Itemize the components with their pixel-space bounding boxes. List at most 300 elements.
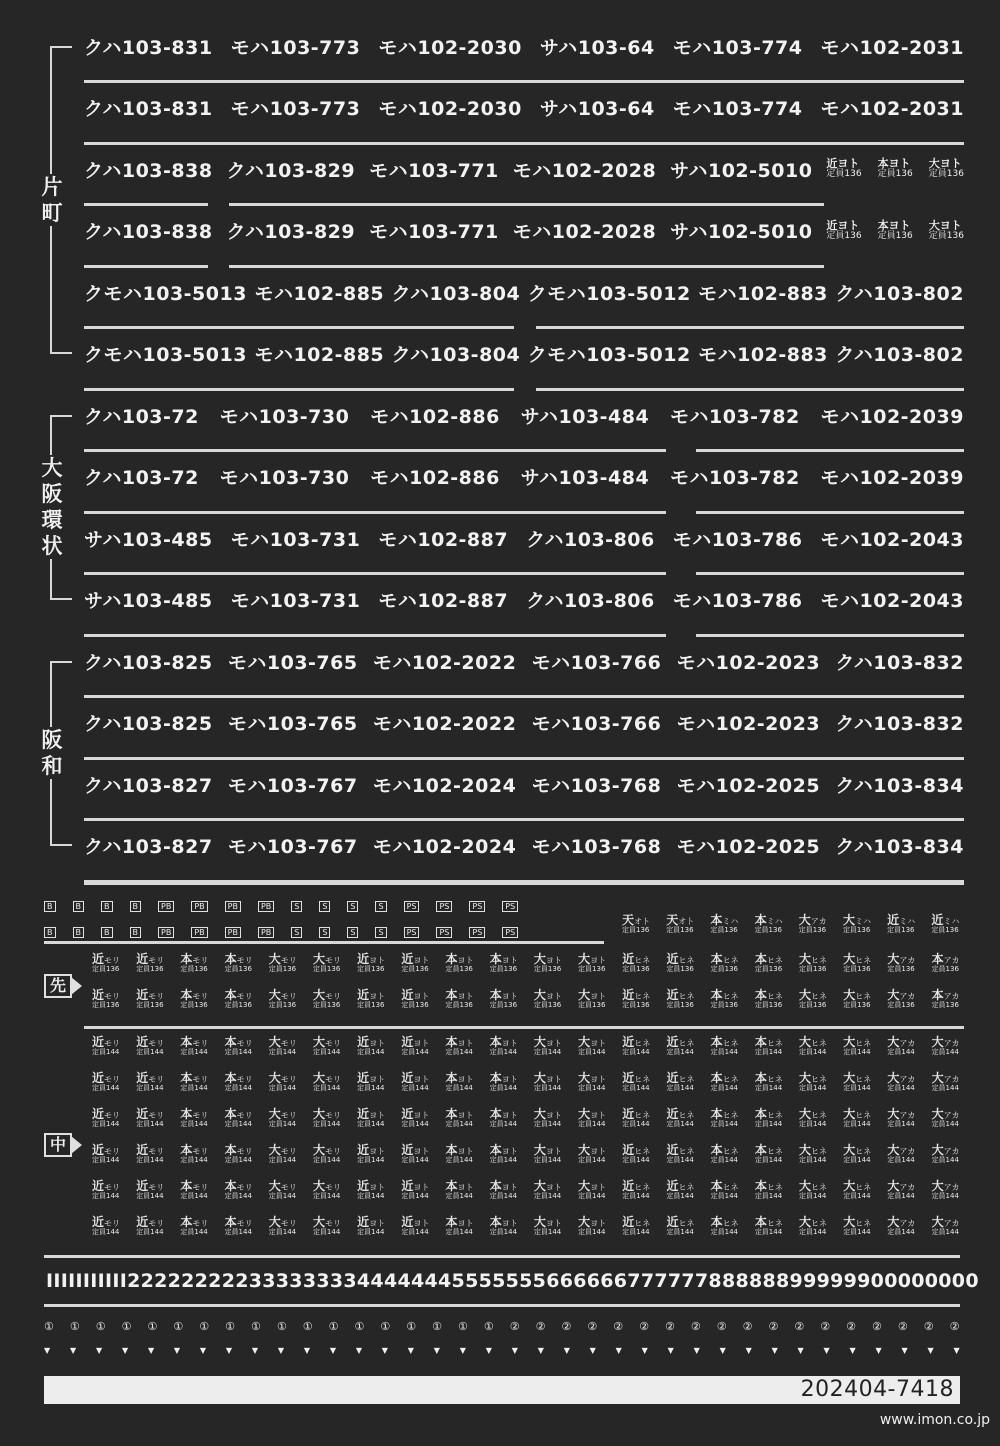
depot-stamp: 大ヨト 定員144 [533, 1215, 562, 1236]
depot-stamp: 近ヨト 定員144 [401, 1071, 430, 1092]
door-marker: PB [225, 901, 241, 912]
triangle-mark: ▼ [95, 1346, 103, 1355]
circled-number: ② [923, 1320, 934, 1333]
depot-stamp: 天オト 定員136 [666, 913, 695, 934]
door-marker: PS [502, 927, 518, 938]
circled-number: ② [949, 1320, 960, 1333]
number-row [84, 461, 964, 523]
depot-stamp: 本ヒネ 定員144 [710, 1035, 739, 1056]
triangle-mark: ▼ [641, 1346, 648, 1355]
door-marker: PB [258, 901, 274, 912]
depot-stamp: 近モリ 定員136 [136, 952, 165, 973]
car-number: モハ102-885 [254, 282, 385, 305]
depot-stamp: 大モリ 定員136 [312, 988, 341, 1009]
depot-stamp: 大モリ 定員144 [268, 1035, 297, 1056]
depot-stamp: 近ヒネ 定員144 [666, 1071, 695, 1092]
door-marker: PS [404, 901, 420, 912]
triangle-mark: ▼ [433, 1346, 440, 1355]
depot-stamp: 近ヒネ 定員144 [622, 1179, 651, 1200]
depot-stamp: 本ヨト 定員136 [445, 952, 474, 973]
mini-stamp-top: 大ヨト [928, 218, 962, 232]
depot-stamp: 近ヨト 定員144 [357, 1215, 386, 1236]
depot-stamp: 本ミハ 定員136 [710, 913, 739, 934]
door-marker: PB [225, 927, 241, 938]
row-divider [84, 142, 964, 145]
door-marker: B [101, 901, 113, 912]
depot-stamp: 大モリ 定員144 [268, 1107, 297, 1128]
car-number: クハ103-829 [226, 221, 356, 243]
door-marker: B [44, 927, 56, 938]
car-number: モハ103-767 [227, 836, 358, 858]
depot-stamp: 大モリ 定員144 [268, 1071, 297, 1092]
mini-stamp-line: 定員136 [826, 230, 862, 241]
depot-stamp: 大モリ 定員144 [268, 1179, 297, 1200]
mini-stamp-top: 本ヨト [877, 218, 911, 232]
depot-stamp: 天オト 定員136 [622, 913, 651, 934]
car-number: モハ103-730 [219, 467, 350, 489]
door-marker: PB [258, 927, 274, 938]
circled-number: ② [639, 1320, 649, 1333]
depot-stamp: 大ミハ 定員136 [842, 913, 871, 934]
circled-number: ② [690, 1320, 701, 1333]
depot-stamp: 近モリ 定員144 [92, 1071, 121, 1092]
depot-stamp: 本モリ 定員144 [180, 1107, 209, 1128]
circled-number: ① [95, 1320, 106, 1333]
depot-stamp: 近ヒネ 定員144 [666, 1035, 695, 1056]
triangle-mark: ▼ [277, 1346, 285, 1355]
depot-stamp: 近ヒネ 定員144 [666, 1215, 695, 1236]
depot-stamp: 近ヨト 定員144 [401, 1215, 430, 1236]
depot-stamp: 大モリ 定員136 [312, 952, 341, 973]
car-number: サハ103-64 [539, 98, 655, 120]
depot-stamp: 近ヒネ 定員144 [622, 1071, 651, 1092]
depot-stamp: 近ヨト 定員144 [357, 1179, 386, 1200]
group-label: 大 阪 環 状 [38, 455, 66, 559]
depot-stamp: 本ヒネ 定員144 [754, 1215, 783, 1236]
circled-number: ① [225, 1320, 235, 1333]
mini-stamp-top: 近ヨト [826, 157, 860, 170]
door-marker: S [375, 927, 386, 938]
car-number: サハ103-485 [84, 528, 213, 551]
car-number: モハ103-731 [230, 528, 361, 551]
depot-stamp: 本ヨト 定員144 [489, 1071, 518, 1092]
depot-stamp: 近モリ 定員144 [92, 1143, 121, 1164]
triangle-mark: ▼ [849, 1346, 856, 1355]
row-divider [84, 388, 514, 391]
row-divider [536, 388, 964, 391]
circled-number: ① [328, 1320, 339, 1333]
car-number: サハ103-485 [84, 590, 213, 612]
divider-line [44, 1304, 960, 1307]
depot-stamp: 本ヒネ 定員144 [710, 1107, 739, 1128]
depot-stamp: 大ヨト 定員144 [578, 1179, 607, 1200]
row-divider [696, 449, 964, 452]
depot-stamp: 本ミハ 定員136 [754, 913, 783, 934]
car-number: クハ103-838 [84, 159, 213, 182]
triangle-mark: ▼ [797, 1346, 804, 1355]
triangle-mark: ▼ [823, 1346, 830, 1355]
row-divider [229, 203, 824, 206]
car-number: クハ103-72 [84, 467, 199, 489]
mini-stamp-top: 大ヨト [928, 157, 962, 170]
depot-stamp: 近ミハ 定員136 [931, 913, 960, 934]
car-number: クハ103-72 [84, 405, 199, 428]
door-marker: PB [158, 901, 174, 912]
car-number: サハ102-5010 [670, 221, 813, 243]
car-number: クハ103-834 [835, 774, 964, 797]
car-number: クハ103-825 [84, 713, 213, 735]
car-number: クハ103-802 [835, 344, 964, 366]
car-number: モハ102-886 [370, 467, 500, 489]
circled-number: ② [846, 1320, 856, 1333]
depot-stamp: 大アカ 定員144 [887, 1215, 916, 1236]
depot-stamp: 大ヒネ 定員144 [843, 1071, 872, 1092]
triangle-mark: ▼ [953, 1346, 960, 1355]
mini-stamp [929, 159, 964, 179]
depot-stamp: 本ヒネ 定員136 [754, 988, 783, 1009]
depot-stamp: 近ヒネ 定員144 [666, 1179, 695, 1200]
triangle-mark: ▼ [667, 1346, 674, 1355]
row-divider [84, 203, 208, 206]
circled-number: ① [380, 1320, 391, 1333]
car-number: クハ103-825 [84, 651, 213, 674]
depot-stamp: 大ヨト 定員136 [533, 988, 562, 1009]
depot-stamp: 近モリ 定員144 [92, 1035, 121, 1056]
depot-stamp: 近ヒネ 定員136 [666, 952, 695, 973]
car-number: クハ103-829 [226, 159, 356, 182]
depot-stamp: 大モリ 定員144 [312, 1107, 341, 1128]
depot-stamp: 大ヨト 定員144 [533, 1071, 562, 1092]
depot-stamp: 本ヨト 定員136 [489, 952, 518, 973]
depot-stamp: 近ヨト 定員144 [357, 1035, 386, 1056]
car-number: モハ102-883 [698, 282, 828, 305]
car-number: モハ102-2025 [676, 774, 821, 797]
depot-stamp: 大モリ 定員144 [268, 1215, 297, 1236]
door-marker: PS [469, 901, 485, 912]
depot-stamp: 本ヨト 定員144 [445, 1215, 474, 1236]
car-number: モハ103-767 [227, 774, 358, 797]
mini-stamp [826, 159, 861, 179]
mini-stamp-line: 定員136 [928, 230, 964, 241]
car-number: サハ102-5010 [670, 159, 813, 182]
depot-stamp: 大ヨト 定員144 [578, 1143, 607, 1164]
depot-stamp: 本ヨト 定員136 [445, 988, 474, 1009]
mini-stamp [826, 218, 862, 241]
row-divider [84, 572, 666, 575]
depot-stamp: 近モリ 定員144 [92, 1179, 121, 1200]
mini-stamp-set [826, 159, 964, 179]
depot-stamp: 本ヨト 定員144 [445, 1143, 474, 1164]
door-marker: PS [502, 901, 518, 912]
depot-stamp: 近ヒネ 定員144 [622, 1107, 651, 1128]
triangle-mark: ▼ [69, 1346, 77, 1355]
depot-stamp: 本ヨト 定員144 [489, 1143, 518, 1164]
triangle-mark: ▼ [563, 1346, 570, 1355]
car-number: モハ103-766 [531, 713, 662, 735]
car-number: モハ103-771 [369, 221, 499, 243]
depot-stamp: 近モリ 定員144 [136, 1143, 165, 1164]
circled-number: ① [251, 1320, 261, 1333]
depot-stamp: 本ヨト 定員144 [489, 1179, 518, 1200]
car-number: モハ102-2043 [820, 590, 964, 612]
car-number: クモハ103-5012 [527, 282, 691, 305]
car-number: クハ103-804 [391, 344, 521, 366]
number-row [84, 276, 964, 338]
triangle-mark: ▼ [355, 1346, 362, 1355]
depot-stamp: 大ヨト 定員136 [578, 988, 607, 1009]
depot-stamp: 本モリ 定員144 [224, 1035, 253, 1056]
car-number: クハ103-806 [526, 528, 655, 551]
triangle-mark: ▼ [199, 1346, 207, 1355]
depot-stamp: 大ヒネ 定員136 [799, 952, 828, 973]
depot-stamp: 大ヨト 定員144 [578, 1035, 607, 1056]
circled-number: ② [820, 1320, 831, 1333]
circled-number: ① [458, 1320, 468, 1333]
row-divider [696, 572, 964, 575]
triangle-mark: ▼ [44, 1346, 51, 1355]
depot-stamp: 近モリ 定員144 [136, 1107, 165, 1128]
depot-stamp: 本モリ 定員136 [224, 988, 253, 1009]
depot-stamp: 本ヒネ 定員144 [710, 1071, 739, 1092]
mini-stamp-line: 定員136 [826, 169, 862, 179]
depot-stamp: 本モリ 定員144 [180, 1035, 209, 1056]
depot-stamp: 大モリ 定員136 [268, 988, 297, 1009]
depot-stamp: 大ヒネ 定員144 [843, 1215, 872, 1236]
depot-stamp: 近モリ 定員144 [92, 1107, 121, 1128]
triangle-mark: ▼ [329, 1346, 336, 1355]
row-divider [84, 326, 514, 329]
triangle-mark: ▼ [745, 1346, 752, 1355]
triangle-mark: ▼ [875, 1346, 882, 1355]
triangle-mark: ▼ [771, 1346, 778, 1355]
row-divider [84, 265, 208, 268]
depot-stamp: 大ヒネ 定員136 [843, 988, 872, 1009]
number-row [84, 645, 964, 707]
circled-number: ② [768, 1320, 779, 1333]
row-divider [84, 449, 666, 452]
depot-stamp: 大アカ 定員144 [887, 1107, 916, 1128]
door-marker: S [291, 927, 302, 938]
depot-stamp: 本ヨト 定員144 [445, 1107, 474, 1128]
circled-number: ① [44, 1320, 54, 1333]
car-number: モハ102-887 [378, 590, 509, 612]
car-number: モハ102-2024 [372, 774, 517, 797]
number-row [84, 768, 964, 830]
depot-stamp: 近ヒネ 定員144 [622, 1035, 651, 1056]
depot-stamp: 大ヒネ 定員144 [799, 1107, 828, 1128]
circled-number: ① [302, 1320, 313, 1333]
circled-number-strip [44, 1320, 960, 1333]
car-number: クハ103-827 [84, 836, 213, 858]
door-marker: S [347, 901, 358, 912]
divider-line [84, 882, 964, 885]
car-number: モハ102-2025 [676, 836, 821, 858]
mini-stamp-top: 近ヨト [826, 218, 860, 232]
depot-stamp: 近モリ 定員144 [136, 1179, 165, 1200]
depot-stamp: 近モリ 定員144 [92, 1215, 121, 1236]
circled-number: ① [483, 1320, 494, 1333]
depot-stamp: 本ヒネ 定員144 [754, 1179, 783, 1200]
car-number: モハ103-774 [672, 98, 803, 120]
car-number: モハ102-2030 [378, 98, 522, 120]
row-divider [84, 80, 964, 83]
circled-number: ① [432, 1320, 442, 1333]
depot-stamp: 大ヒネ 定員144 [799, 1215, 828, 1236]
car-number: モハ103-765 [227, 713, 358, 735]
triangle-mark: ▼ [693, 1346, 700, 1355]
car-number: モハ102-2028 [512, 159, 657, 182]
group-label: 阪 和 [38, 727, 66, 779]
divider-line [84, 1026, 964, 1029]
triangle-mark: ▼ [719, 1346, 726, 1355]
depot-stamp: 近ヨト 定員144 [401, 1035, 430, 1056]
depot-stamp: 本モリ 定員136 [180, 988, 209, 1009]
circled-number: ② [716, 1320, 727, 1333]
car-number: クハ103-831 [84, 36, 213, 59]
triangle-mark: ▼ [121, 1346, 129, 1355]
depot-stamp: 近ヨト 定員136 [401, 952, 430, 973]
depot-stamp: 近ヨト 定員144 [401, 1179, 430, 1200]
car-number: モハ102-885 [254, 344, 385, 366]
number-row [84, 215, 964, 277]
triangle-mark: ▼ [381, 1346, 388, 1355]
depot-stamp: 大ヨト 定員144 [533, 1107, 562, 1128]
depot-stamp: 近ヒネ 定員144 [666, 1107, 695, 1128]
door-markers [44, 893, 604, 945]
depot-stamp: 本ヨト 定員144 [445, 1179, 474, 1200]
depot-stamp: 大ヨト 定員136 [578, 952, 607, 973]
door-marker: PB [158, 927, 174, 938]
depot-stamp: 大アカ 定員136 [887, 988, 916, 1009]
triangle-mark: ▼ [303, 1346, 310, 1355]
car-number: モハ103-786 [672, 528, 803, 551]
mini-stamp [877, 218, 913, 241]
depot-stamp: 近ヒネ 定員136 [622, 988, 651, 1009]
depot-stamp: 本ヒネ 定員144 [754, 1107, 783, 1128]
depot-stamp: 近ヨト 定員136 [357, 952, 386, 973]
depot-stamp: 大ヨト 定員144 [578, 1071, 607, 1092]
triangle-mark: ▼ [459, 1346, 466, 1355]
depot-stamp: 近ヒネ 定員136 [622, 952, 651, 973]
depot-stamp: 大ヒネ 定員144 [799, 1179, 828, 1200]
circled-number: ② [613, 1320, 624, 1333]
door-marker: B [44, 901, 56, 912]
car-number: クハ103-804 [391, 282, 521, 305]
depot-stamp: 大ヒネ 定員144 [799, 1071, 828, 1092]
door-marker: PB [191, 901, 207, 912]
depot-stamp: 本モリ 定員144 [180, 1071, 209, 1092]
depot-stamp: 近モリ 定員136 [92, 988, 121, 1009]
depot-stamp: 本ヒネ 定員144 [754, 1143, 783, 1164]
depot-stamp: 大モリ 定員144 [312, 1035, 341, 1056]
door-marker: S [347, 927, 358, 938]
door-marker: S [291, 901, 302, 912]
depot-stamp: 本ヨト 定員144 [445, 1071, 474, 1092]
depot-stamp: 大アカ 定員136 [798, 913, 827, 934]
depot-stamp: 大モリ 定員144 [268, 1143, 297, 1164]
circled-number: ① [173, 1320, 184, 1333]
car-number: モハ103-774 [672, 36, 803, 59]
triangle-mark: ▼ [147, 1346, 155, 1355]
depot-stamp: 大アカ 定員144 [931, 1071, 960, 1092]
depot-stamp: 大アカ 定員144 [931, 1179, 960, 1200]
depot-stamp: 大モリ 定員136 [268, 952, 297, 973]
triangle-mark: ▼ [589, 1346, 596, 1355]
depot-stamp: 大ヨト 定員136 [533, 952, 562, 973]
car-number: モハ102-2030 [378, 36, 522, 59]
depot-stamp: 大アカ 定員144 [887, 1035, 916, 1056]
website-url: www.imon.co.jp [879, 1412, 990, 1428]
car-number: モハ102-2031 [820, 98, 964, 120]
row-divider [536, 326, 964, 329]
door-marker: PS [469, 927, 485, 938]
depot-stamp: 大ヒネ 定員144 [843, 1179, 872, 1200]
door-marker: S [375, 901, 386, 912]
depot-stamp: 大モリ 定員144 [312, 1143, 341, 1164]
stamp-grid-top [622, 913, 976, 952]
number-row [84, 584, 964, 646]
depot-stamp: 近ヨト 定員136 [357, 988, 386, 1009]
car-number: クハ103-827 [84, 774, 213, 797]
car-number: モハ102-883 [698, 344, 828, 366]
door-marker: B [73, 901, 85, 912]
door-marker: PB [191, 927, 207, 938]
car-number: モハ103-773 [230, 98, 361, 120]
depot-stamp: 本ヒネ 定員136 [710, 952, 739, 973]
depot-stamp: 大ヨト 定員144 [578, 1107, 607, 1128]
depot-stamp: 本モリ 定員136 [180, 952, 209, 973]
mini-stamp-line: 定員136 [877, 169, 913, 179]
door-marker: B [130, 901, 142, 912]
divider-line [44, 1255, 960, 1258]
depot-stamp: 近ヨト 定員144 [357, 1107, 386, 1128]
triangle-mark: ▼ [511, 1346, 518, 1355]
number-row [84, 522, 964, 584]
circled-number: ① [69, 1320, 80, 1333]
depot-stamp: 本モリ 定員144 [180, 1143, 209, 1164]
car-number: モハ102-2043 [820, 528, 964, 551]
divider-line [44, 941, 604, 944]
triangle-mark: ▼ [225, 1346, 233, 1355]
depot-stamp: 大ヒネ 定員144 [799, 1143, 828, 1164]
row-divider [84, 818, 964, 821]
car-number: モハ103-771 [369, 159, 499, 182]
depot-stamp: 本ヨト 定員144 [445, 1035, 474, 1056]
depot-stamp: 本ヨト 定員144 [489, 1215, 518, 1236]
car-number: モハ103-782 [670, 467, 800, 489]
depot-stamp: 近ヨト 定員144 [357, 1143, 386, 1164]
depot-stamp: 近ミハ 定員136 [887, 913, 916, 934]
circled-number: ① [147, 1320, 158, 1333]
triangle-mark: ▼ [251, 1346, 259, 1355]
car-number: モハ103-786 [672, 590, 803, 612]
circled-number: ① [276, 1320, 287, 1333]
circled-number: ② [587, 1320, 598, 1333]
number-row [84, 30, 964, 92]
circled-number: ① [354, 1320, 365, 1333]
triangle-mark: ▼ [927, 1346, 934, 1355]
depot-stamp: 本ヒネ 定員136 [710, 988, 739, 1009]
car-number: モハ102-2028 [512, 221, 657, 243]
car-number: モハ102-2023 [676, 651, 821, 674]
circled-number: ① [121, 1320, 132, 1333]
stamp-grid-front [92, 952, 976, 1027]
depot-stamp: 近モリ 定員136 [92, 952, 121, 973]
product-code-bar [44, 1376, 960, 1404]
depot-stamp: 近ヒネ 定員144 [622, 1215, 651, 1236]
depot-stamp: 近ヨト 定員136 [401, 988, 430, 1009]
depot-stamp: 大アカ 定員144 [931, 1035, 960, 1056]
